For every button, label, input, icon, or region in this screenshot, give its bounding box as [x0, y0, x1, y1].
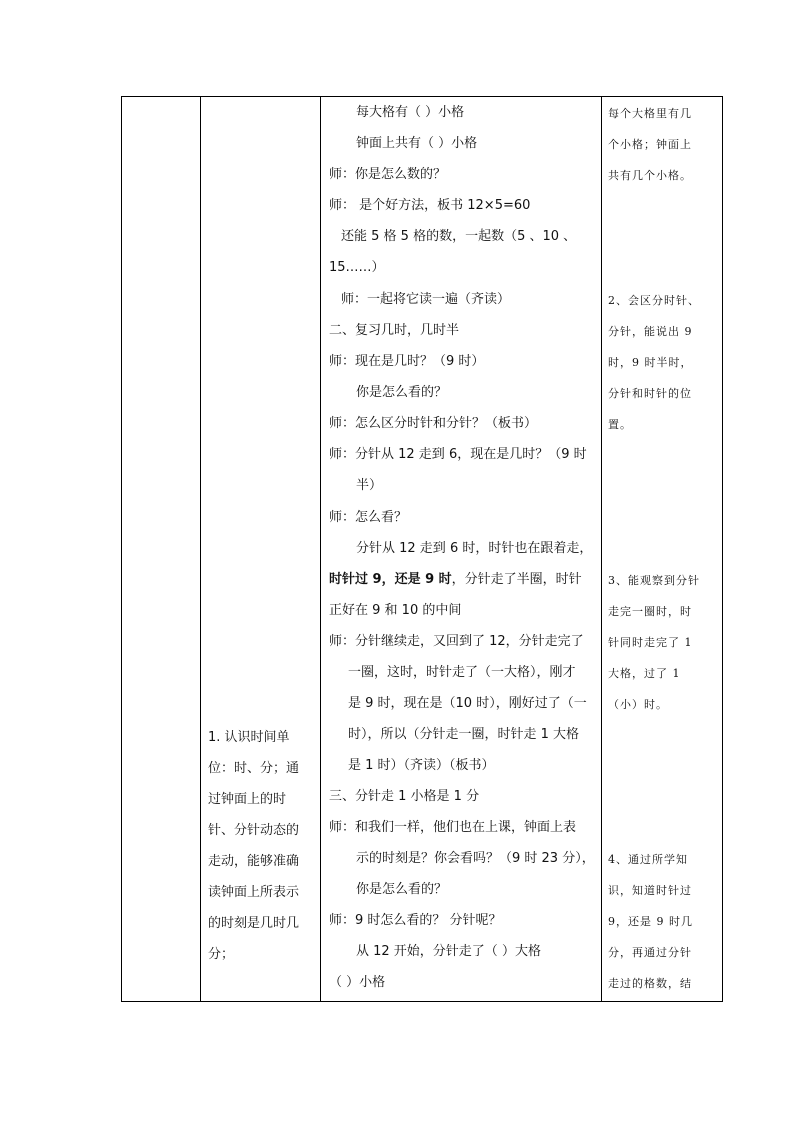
intent-line: 分，再通过分针 — [608, 946, 692, 959]
intent-line: 置。 — [608, 418, 632, 431]
process-line: 三、分针走 1 小格是 1 分 — [329, 789, 480, 804]
column-divider — [200, 97, 201, 1001]
intent-line: 走过的格数，结 — [608, 977, 692, 990]
process-line: 师：怎么区分时针和分针？（板书） — [329, 416, 538, 431]
process-line: 半） — [356, 478, 383, 493]
process-line: 师：9 时怎么看的？ 分针呢？ — [329, 913, 502, 928]
intent-cell — [602, 97, 723, 1001]
intent-line: 每个大格里有几 — [608, 107, 692, 120]
process-line: 师：一起将它读一遍（齐读） — [341, 292, 511, 307]
intent-line: 时，9 时半时， — [608, 356, 693, 369]
process-line: 师：分针从 12 走到 6，现在是几时？（9 时 — [329, 447, 587, 462]
process-line: 时），所以（分针走一圈，时针走 1 大格 — [348, 727, 580, 742]
objectives-cell — [202, 97, 321, 1001]
intent-line: 针同时走完了 1 — [608, 636, 693, 649]
intent-line: 4、通过所学知 — [608, 853, 688, 866]
process-line: 师：分针继续走，又回到了 12，分针走完了 — [329, 634, 584, 649]
process-line: 还能 5 格 5 格的数，一起数（5 、10 、 — [341, 229, 577, 244]
bold-text: 时针过 9，还是 9 时 — [329, 572, 452, 587]
process-line: 钟面上共有（ ）小格 — [356, 136, 478, 151]
intent-line: 分针，能说出 9 — [608, 325, 693, 338]
objective-line: 过钟面上的时 — [208, 792, 287, 807]
process-line: 你是怎么看的？ — [356, 385, 448, 400]
objective-line: 读钟面上所表示 — [208, 885, 300, 900]
process-line: 师： 是个好方法，板书 12×5=60 — [329, 198, 531, 213]
process-line: 示的时刻是？你会看吗？（9 时 23 分）， — [356, 851, 595, 866]
intent-line: 共有几个小格。 — [608, 169, 692, 182]
lesson-plan-table — [121, 96, 723, 1002]
intent-line: 9，还是 9 时几 — [608, 915, 693, 928]
process-line: 师：你是怎么数的？ — [329, 167, 447, 182]
process-line: 每大格有（ ）小格 — [356, 105, 465, 120]
objective-line: 分； — [208, 947, 235, 962]
process-line: 是 1 时）（齐读）（板书） — [348, 758, 495, 773]
process-line: 二、复习几时，几时半 — [329, 323, 460, 338]
intent-line: 3、能观察到分针 — [608, 574, 700, 587]
objective-line: 位：时、分；通 — [208, 761, 300, 776]
objective-line: 1. 认识时间单 — [208, 730, 290, 745]
process-line: 分针从 12 走到 6 时，时针也在跟着走， — [356, 541, 593, 556]
plain-text: ，分针走了半圈，时针 — [451, 572, 582, 587]
intent-line: 识，知道时针过 — [608, 884, 692, 897]
process-line: （ ）小格 — [329, 975, 386, 990]
intent-line: 个小格；钟面上 — [608, 138, 692, 151]
process-line: 是 9 时，现在是（10 时），刚好过了（一 — [348, 696, 587, 711]
objective-line: 的时刻是几时几 — [208, 916, 300, 931]
objective-line: 针、分针动态的 — [208, 823, 300, 838]
process-line: 师：和我们一样，他们也在上课，钟面上表 — [329, 820, 577, 835]
process-line-bold — [329, 572, 601, 588]
objective-line: 走动，能够准确 — [208, 854, 300, 869]
intent-line: 大格，过了 1 — [608, 667, 681, 680]
process-line: 15……） — [329, 260, 385, 275]
intent-line: 2、会区分时针、 — [608, 294, 700, 307]
intent-line: 走完一圈时，时 — [608, 605, 692, 618]
process-line: 师：怎么看？ — [329, 510, 408, 525]
teaching-process-cell — [321, 97, 601, 1001]
process-line: 从 12 开始，分针走了（ ）大格 — [356, 944, 541, 959]
intent-line: 分针和时针的位 — [608, 387, 692, 400]
intent-line: （小）时。 — [608, 698, 668, 711]
process-line: 师：现在是几时？（9 时） — [329, 354, 485, 369]
process-line: 你是怎么看的？ — [356, 882, 448, 897]
process-line: 正好在 9 和 10 的中间 — [329, 603, 462, 618]
process-line: 一圈，这时，时针走了（一大格），刚才 — [348, 665, 576, 680]
